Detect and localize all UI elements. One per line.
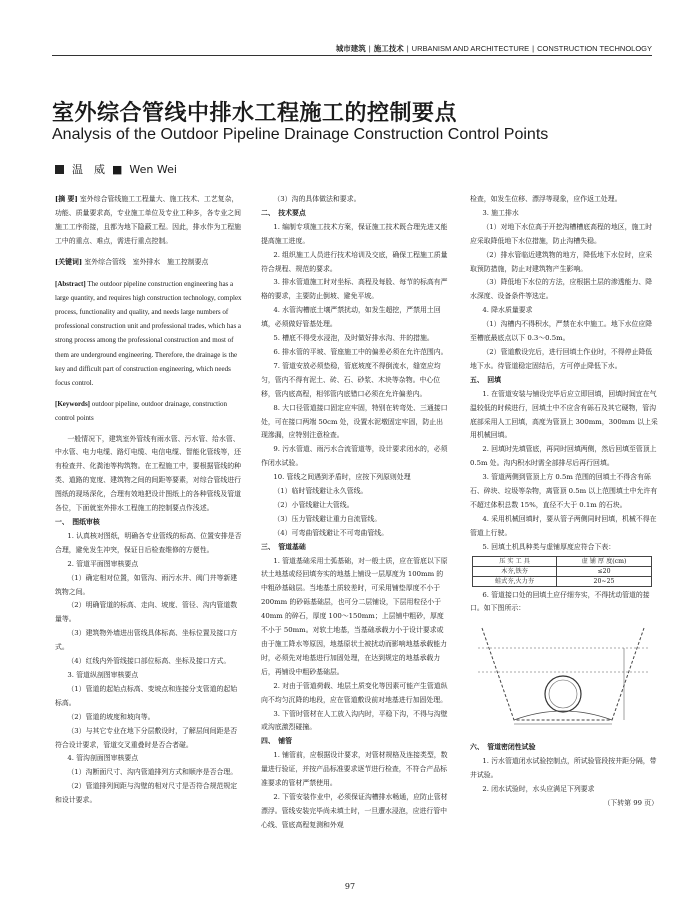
table-header-cell: 虚 铺 厚 度(cm) <box>557 556 652 566</box>
paragraph: （3）与其它专业在地下分层敷设时，了解层间间距是否符合设计要求，管道交叉重叠时是否合者碰。 <box>55 726 238 749</box>
paragraph: （2）管道敷设完后，进行回填土作业时，不得停止降低地下水。待管道稳定固结后，方可停止降低下水。 <box>470 347 653 370</box>
title-english: Analysis of the Outdoor Pipeline Drainage Construction Control Points <box>52 126 549 143</box>
abstract-en: [Abstract] The outdoor pipeline construction engineering has a large quantity, and requires high construction technology, complex process, functionality and quality, and needs large numbers of professional construction unit and professional trades, which has a strong process among the professional construction and most of them are underground engineering. Therefore, the drainage is the key and difficult part of construction engineering, which needs focus control. <box>55 279 242 387</box>
paragraph: 2. 管道平面图审核要点 <box>67 559 139 568</box>
paragraph: 10. 管线之间遇到矛盾时，应按下列原则处理 <box>273 473 411 482</box>
header-rule <box>52 55 652 56</box>
paragraph: （2）管道的坡度和坡向等。 <box>67 712 155 721</box>
table-cell: 蛙式夯,火力夯 <box>473 576 557 586</box>
table-cell: ≤20 <box>557 566 652 576</box>
section-heading-5: 五、 回填 <box>470 375 502 384</box>
header-en2: CONSTRUCTION TECHNOLOGY <box>537 44 652 53</box>
paragraph: 3. 管道两侧到管顶上方 0.5m 范围的回填土不得含有砾石、碎块、垃圾等杂物，离管顶 0.5m 以上范围填土中允许有不超过体积总数 15%，直径不大于 0.1m 的石块。 <box>470 473 658 509</box>
section-heading-2: 二、 技术要点 <box>261 208 306 217</box>
paragraph: （4）可弯曲管线避让不可弯曲管线。 <box>273 528 389 537</box>
paragraph: 1. 污水管道闭水试验控制点，所试验管段按井距分隔，带井试验。 <box>470 757 657 780</box>
paragraph: 3. 排水管道施工时对坐标、高程及每股、每节的标高有严格的要求，主要防止倒坡、避免平坡。 <box>261 278 448 301</box>
paragraph: （3）压力管线避让重力自流管线。 <box>273 514 382 523</box>
paragraph: 5. 回填土机具种类与虚铺厚度应符合下表： <box>482 542 616 551</box>
trench-diagram <box>474 620 652 735</box>
paragraph: 3. 下管时管材在人工放入沟内时，平稳下沟，不得与沟壁或沟底激烈碰撞。 <box>261 709 448 732</box>
continued-note: （下转第 99 页） <box>603 799 658 807</box>
paragraph: 2. 对由于管道荷载、地层土质变化等因素可能产生管道纵向不均匀沉降的地段，应在管道敷设前对地基进行加固处理。 <box>261 681 448 704</box>
paragraph: 7. 管道安放必须垫稳，管底坡度不得倒流水，缝宽应均匀，管内不得有泥土、砖、石、砂浆、木块等杂物。中心位移，管内底高程，相邻管内底错口必须在允许偏差内。 <box>261 361 441 398</box>
author-en: Wen Wei <box>129 162 177 176</box>
intro-paragraph: 一般情况下，建筑室外管线有雨水管、污水管、给水管、中水管、电力电缆、路灯电缆、电信电缆、智能化管线等，还有检查井、化粪池等构筑物。在工程施工中，要根据管线的种类、道路的宽度、建筑物之间的间距等要素，对综合管线进行图纸的现场深化，合理有效地把设计图纸上的各种管线及管道各位，下面就室外排水工程施工的控制要点作浅述。 <box>55 434 242 513</box>
paragraph: 1. 在管道安装与铺设完毕后应立即回填，回填时间宜在气温较低的时候进行，回填土中不应含有砾石及其它硬物，管沟底部采用人工回填，高度为管顶上 300mm，300mm 以上采用机械回填。 <box>470 389 658 440</box>
paragraph: （1）临时管线避让永久管线。 <box>273 487 368 496</box>
header-en1: URBANISM AND ARCHITECTURE <box>411 44 530 53</box>
header-cn2: 施工技术 <box>373 44 404 53</box>
paragraph: 4. 采用机械回填时，要从管子两侧同时回填，机械不得在管道上行驶。 <box>470 514 657 537</box>
paragraph: 1. 编制专项施工技术方案，保证施工技术既合理先进又能提高施工进度。 <box>261 222 448 245</box>
header-cn1: 城市建筑 <box>335 44 366 53</box>
title-chinese: 室外综合管线中排水工程施工的控制要点 <box>52 101 458 126</box>
column-1 <box>55 193 243 808</box>
column-2 <box>261 193 449 833</box>
paragraph: 2. 下管安装作业中，必须保证沟槽排水畅通，应防止管材漂浮。管线安装完毕尚未填土时，一旦遭水浸泡，应进行管中心线、管底高程复测和外观 <box>261 792 448 829</box>
table-cell: 20~25 <box>557 576 652 586</box>
author-line <box>55 161 177 177</box>
section-heading-3: 三、 管道基础 <box>261 542 306 551</box>
author-square-icon <box>55 165 64 174</box>
table-header-cell: 压 实 工 具 <box>473 556 557 566</box>
paragraph: 2. 回填时先填管底，再同时回填两侧，然后回填至管顶上 0.5m 处。沟内积水时需全部排尽后再行回填。 <box>470 445 657 468</box>
paragraph: （2）排水管临近建筑物的地方，降低地下水位时，应采取预防措施，防止对建筑物产生影响。 <box>470 250 653 273</box>
paragraph: （3）降低地下水位的方法，应根据土层的渗透能力、降水深度、设备条件等选定。 <box>470 278 653 301</box>
running-header: 城市建筑 | 施工技术 | URBANISM AND ARCHITECTURE | CONSTRUCTION TECHNOLOGY <box>335 44 652 53</box>
paragraph: （1）对地下水位高于开挖沟槽槽底高程的地区，施工时应采取降低地下水位措施，防止沟槽失稳。 <box>470 222 653 245</box>
paragraph: （4）红线内外管线接口部位标高、坐标及接口方式。 <box>67 657 231 666</box>
paragraph: （2）明确管道的标高、走向、坡度、管径、沟内管道数量等。 <box>55 601 238 624</box>
author-separator-icon: ■ <box>112 162 123 176</box>
paragraph: （3）沟的具体做法和要求。 <box>273 195 361 203</box>
paragraph: 1. 认真核对图纸，明确各专业管线的标高、位置安排是否合理，避免发生冲突，保证日后检查维修的方便性。 <box>55 531 242 554</box>
paragraph: 4. 管沟剖面图审核要点 <box>67 754 139 763</box>
paragraph: 4. 降水质量要求 <box>482 306 533 315</box>
backfill-table <box>472 556 652 587</box>
trench-diagram-svg <box>474 620 652 735</box>
table-cell: 木夯,铁夯 <box>473 566 557 576</box>
paragraph: （2）小管线避让大管线。 <box>273 500 354 509</box>
paragraph: 3. 管道纵剖图审核要点 <box>67 670 139 679</box>
keywords-cn: [关键词] 室外综合管线 室外排水 施工控制要点 <box>55 257 209 266</box>
paragraph: （2）管道排列间距与沟壁的相对尺寸是否符合规范规定和设计要求。 <box>55 782 238 805</box>
column-3 <box>470 193 658 811</box>
paragraph: 8. 大口径管道接口固定应牢固，特别在转弯处、三通接口处，可在接口两端 50cm 处，设置水泥墩固定牢固，防止出现滲漏，应特别注意检查。 <box>261 403 448 440</box>
paragraph: （1）沟断面尺寸、沟内管道排列方式和顺序是否合理。 <box>67 768 238 777</box>
paragraph: （1）沟槽内不得积水，严禁在水中施工。地下水位应降至槽底最底点以下 0.3～0.5m。 <box>470 320 653 343</box>
paragraph: 5. 槽底不得受水浸泡，及时做好排水沟、井的措施。 <box>273 334 434 343</box>
paragraph: 6. 排水管的平坡、管座施工中的偏差必须在允许范围内。 <box>273 347 448 356</box>
paragraph: 4. 水管沟槽底土壤严禁扰动，如发生超挖，严禁用土回填，必须做好管基处理。 <box>261 306 441 329</box>
paragraph: 检查，如发生位移、漂浮等现象，应作返工处理。 <box>470 195 622 203</box>
section-heading-1: 一、 图纸审核 <box>55 518 100 526</box>
paragraph: （1）管道的起始点标高、变坡点和连接分支管道的起始标高。 <box>55 684 238 707</box>
paragraph: 1. 管道基础采用土弧基础，对一般土质，应在管底以下原状土地基或经回填夯实的地基上铺设一层厚度为 100mm 的中粗砂基础层。当地基土质较差时，可采用铺垫厚度不小于 200mm 的砂砾基础层，也可分二层铺设，下层用粒径小于 40mm 的碎石，厚度 100～150mm；上层铺中粗砂，厚度不小于 50mm。对软土地基，当基础承载力小于设计要求或由于施工降水等原因，地基原状土被扰动而影响地基承载能力时，必须先对地基进行加固处理，在达到规定的地基承载力后，再铺设中粗砂基础层。 <box>261 556 448 676</box>
page-number: 97 <box>344 882 356 891</box>
paragraph: 6. 管道接口处的回填土应仔细夯实，不得扰动管道的接口。如下图所示： <box>470 590 650 613</box>
paragraph: 2. 闭水试验时，水头应满足下列要求 <box>482 785 595 794</box>
paragraph: 1. 铺管前，应根据设计要求，对管材规格及连接类型，数量进行验证，并按产品标准要求逐节进行检查，不符合产品标准要求的管材严禁使用。 <box>261 751 448 788</box>
abstract-cn: [摘 要] 室外综合管线施工工程量大、施工技术、工艺复杂，功能、质量要求高，专业施工单位及专业工种多，各专业之间施工工序衔接，且都为地下隐蔽工程。因此，排水作为工程施工中的重点、难点，需进行重点控制。 <box>55 195 242 245</box>
keywords-en: [Keywords] outdoor pipeline, outdoor drainage, construction control points <box>55 400 228 423</box>
paragraph: 2. 组织施工人员进行技术培训及交底，确保工程施工质量符合规程、规范的要求。 <box>261 250 448 273</box>
paragraph: （3）建筑物外墙进出管线具体标高、坐标位置及接口方式。 <box>55 629 238 652</box>
paragraph: （1）确定相对位置，如管沟、雨污水井、阀门井等新建筑物之间。 <box>55 573 238 596</box>
paragraph: 9. 污水管道、雨污水合流管道等，设计要求闭水的，必须作闭水试验。 <box>261 445 448 468</box>
author-cn: 温 威 <box>72 163 105 176</box>
paragraph: 3. 施工排水 <box>482 208 519 217</box>
section-heading-4: 四、 铺管 <box>261 737 293 746</box>
section-heading-6: 六、 管道密闭性试验 <box>470 743 536 752</box>
